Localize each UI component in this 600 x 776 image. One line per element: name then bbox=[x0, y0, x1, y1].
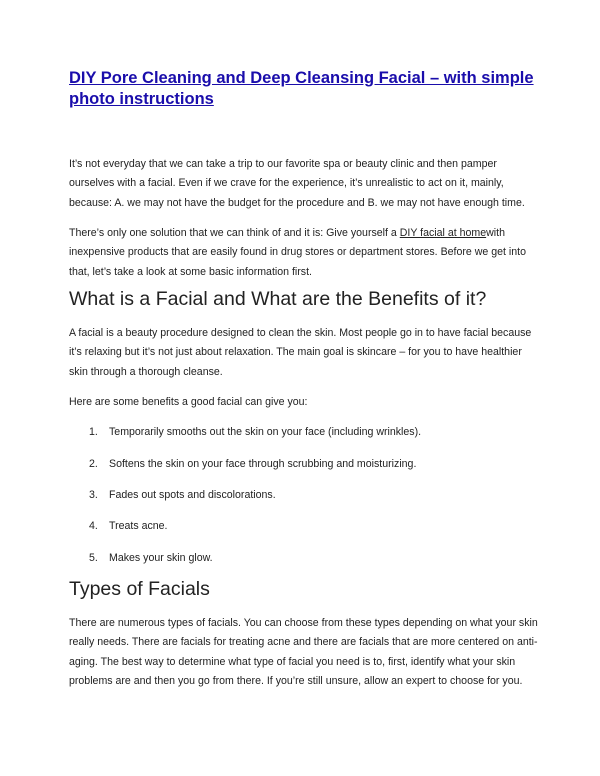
diy-facial-link[interactable]: DIY facial at home bbox=[399, 227, 487, 239]
intro-paragraph: It’s not everyday that we can take a trip to our favorite spa or beauty clinic and then pamper ourselves with a facial. Even if we crave for the experience, it’s unrealistic to act on it, mainly, because: A. we may not have the budget for the procedure and B. we may not have enough time. bbox=[69, 158, 525, 209]
list-item-text: Treats acne. bbox=[109, 520, 168, 532]
list-item-number: 1. bbox=[89, 426, 98, 438]
types-of-facials-paragraph: There are numerous types of facials. You can choose from these types depending on what your skin really needs. There are facials for treating acne and there are facials that are more centered on anti-aging. The best way to determine what type of facial you need is to, first, identify what your skin problems are and then you go from there. If you’re still unsure, allow an expert to choose for you. bbox=[69, 617, 538, 687]
list-item-number: 5. bbox=[89, 552, 98, 564]
list-item-number: 2. bbox=[89, 458, 98, 470]
list-item bbox=[89, 425, 539, 439]
list-item bbox=[89, 519, 539, 533]
solution-text-after-link: with inexpensive products that are easily found in drug stores or department stores. Before we get into that, let’s take a look at some basic information first. bbox=[69, 227, 526, 278]
benefits-list-intro: Here are some benefits a good facial can give you: bbox=[69, 396, 308, 408]
list-item-text: Softens the skin on your face through scrubbing and moisturizing. bbox=[109, 458, 417, 470]
solution-text-before-link: There’s only one solution that we can think of and it is: Give yourself a bbox=[69, 227, 400, 239]
section-heading-facial-benefits: What is a Facial and What are the Benefits of it? bbox=[69, 288, 487, 310]
list-item-text: Temporarily smooths out the skin on your face (including wrinkles). bbox=[109, 426, 422, 438]
list-item-number: 3. bbox=[89, 489, 98, 501]
list-item bbox=[89, 457, 539, 471]
article-title-link[interactable]: DIY Pore Cleaning and Deep Cleansing Facial – with simple photo instructions bbox=[69, 69, 534, 108]
facial-definition-paragraph: A facial is a beauty procedure designed to clean the skin. Most people go in to have facial because it’s relaxing but it’s not just about relaxation. The main goal is skincare – for you to have healthier skin through a thorough cleanse. bbox=[69, 327, 532, 378]
list-item-number: 4. bbox=[89, 520, 98, 532]
list-item-text: Makes your skin glow. bbox=[109, 552, 213, 564]
section-heading-types-of-facials: Types of Facials bbox=[69, 578, 210, 600]
list-item-text: Fades out spots and discolorations. bbox=[109, 489, 276, 501]
solution-paragraph bbox=[69, 224, 539, 282]
list-item bbox=[89, 551, 539, 565]
list-item bbox=[89, 488, 539, 502]
